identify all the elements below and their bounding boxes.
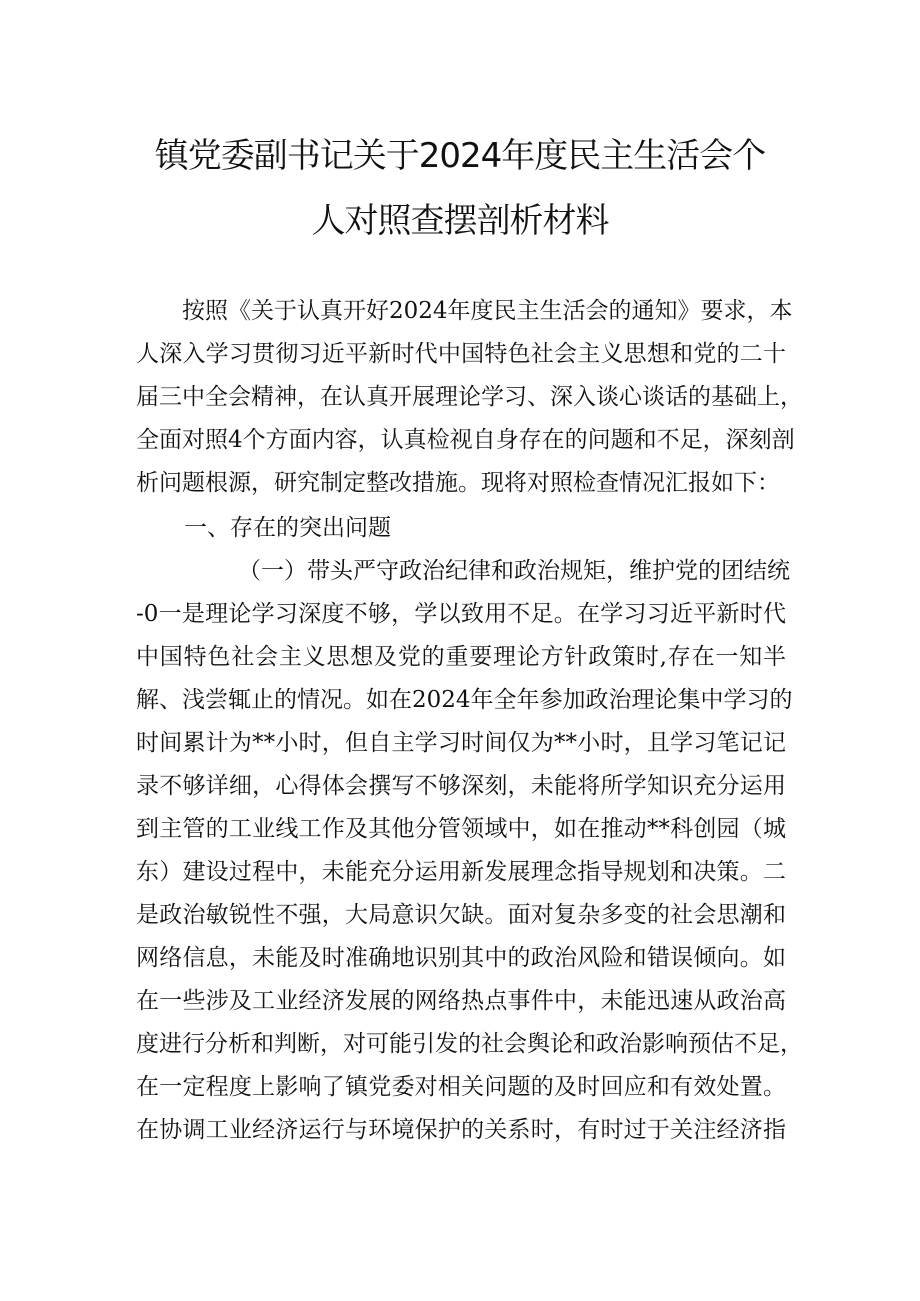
body-line-7: 到主管的工业线工作及其他分管领域中，如在推动**科创园（城	[136, 816, 786, 842]
intro-line-5: 析问题根源，研究制定整改措施。现将对照检查情况汇报如下：	[136, 470, 780, 496]
body-line-3: 中国特色社会主义思想及党的重要理论方针政策时,存在一知半	[136, 644, 786, 670]
body-line-5: 时间累计为**小时，但自主学习时间仅为**小时，且学习笔记记	[136, 730, 786, 756]
body-line-13: 在一定程度上影响了镇党委对相关问题的及时回应和有效处置。	[136, 1074, 786, 1100]
intro-line-4: 全面对照4个方面内容，认真检视自身存在的问题和不足，深刻剖	[136, 427, 795, 453]
intro-line-3: 届三中全会精神，在认真开展理论学习、深入谈心谈话的基础上，	[136, 384, 803, 410]
document-title-line-1: 镇党委副书记关于2024年度民主生活会个	[154, 136, 766, 176]
body-line-1: （一）带头严守政治纪律和政治规矩，维护党的团结统	[238, 558, 790, 584]
body-line-11: 在一些涉及工业经济发展的网络热点事件中，未能迅速从政治高	[136, 988, 786, 1014]
body-line-14: 在协调工业经济运行与环境保护的关系时，有时过于关注经济指	[136, 1117, 786, 1143]
document-title-line-2: 人对照查摆剖析材料	[311, 201, 609, 241]
body-line-12: 度进行分析和判断，对可能引发的社会舆论和政治影响预估不足，	[136, 1031, 803, 1057]
section-heading: 一、存在的突出问题	[184, 515, 391, 541]
intro-line-1: 按照《关于认真开好2024年度民主生活会的通知》要求，本	[182, 298, 793, 324]
body-line-2: -0一是理论学习深度不够，学以致用不足。在学习习近平新时代	[136, 601, 786, 627]
body-line-4: 解、浅尝辄止的情况。如在2024年全年参加政治理论集中学习的	[136, 687, 793, 713]
body-line-9: 是政治敏锐性不强，大局意识欠缺。面对复杂多变的社会思潮和	[136, 902, 786, 928]
body-line-6: 录不够详细，心得体会撰写不够深刻，未能将所学知识充分运用	[136, 773, 786, 799]
body-line-10: 网络信息，未能及时准确地识别其中的政治风险和错误倾向。如	[136, 945, 786, 971]
body-line-8: 东）建设过程中，未能充分运用新发展理念指导规划和决策。二	[136, 859, 786, 885]
intro-line-2: 人深入学习贯彻习近平新时代中国特色社会主义思想和党的二十	[136, 341, 786, 367]
